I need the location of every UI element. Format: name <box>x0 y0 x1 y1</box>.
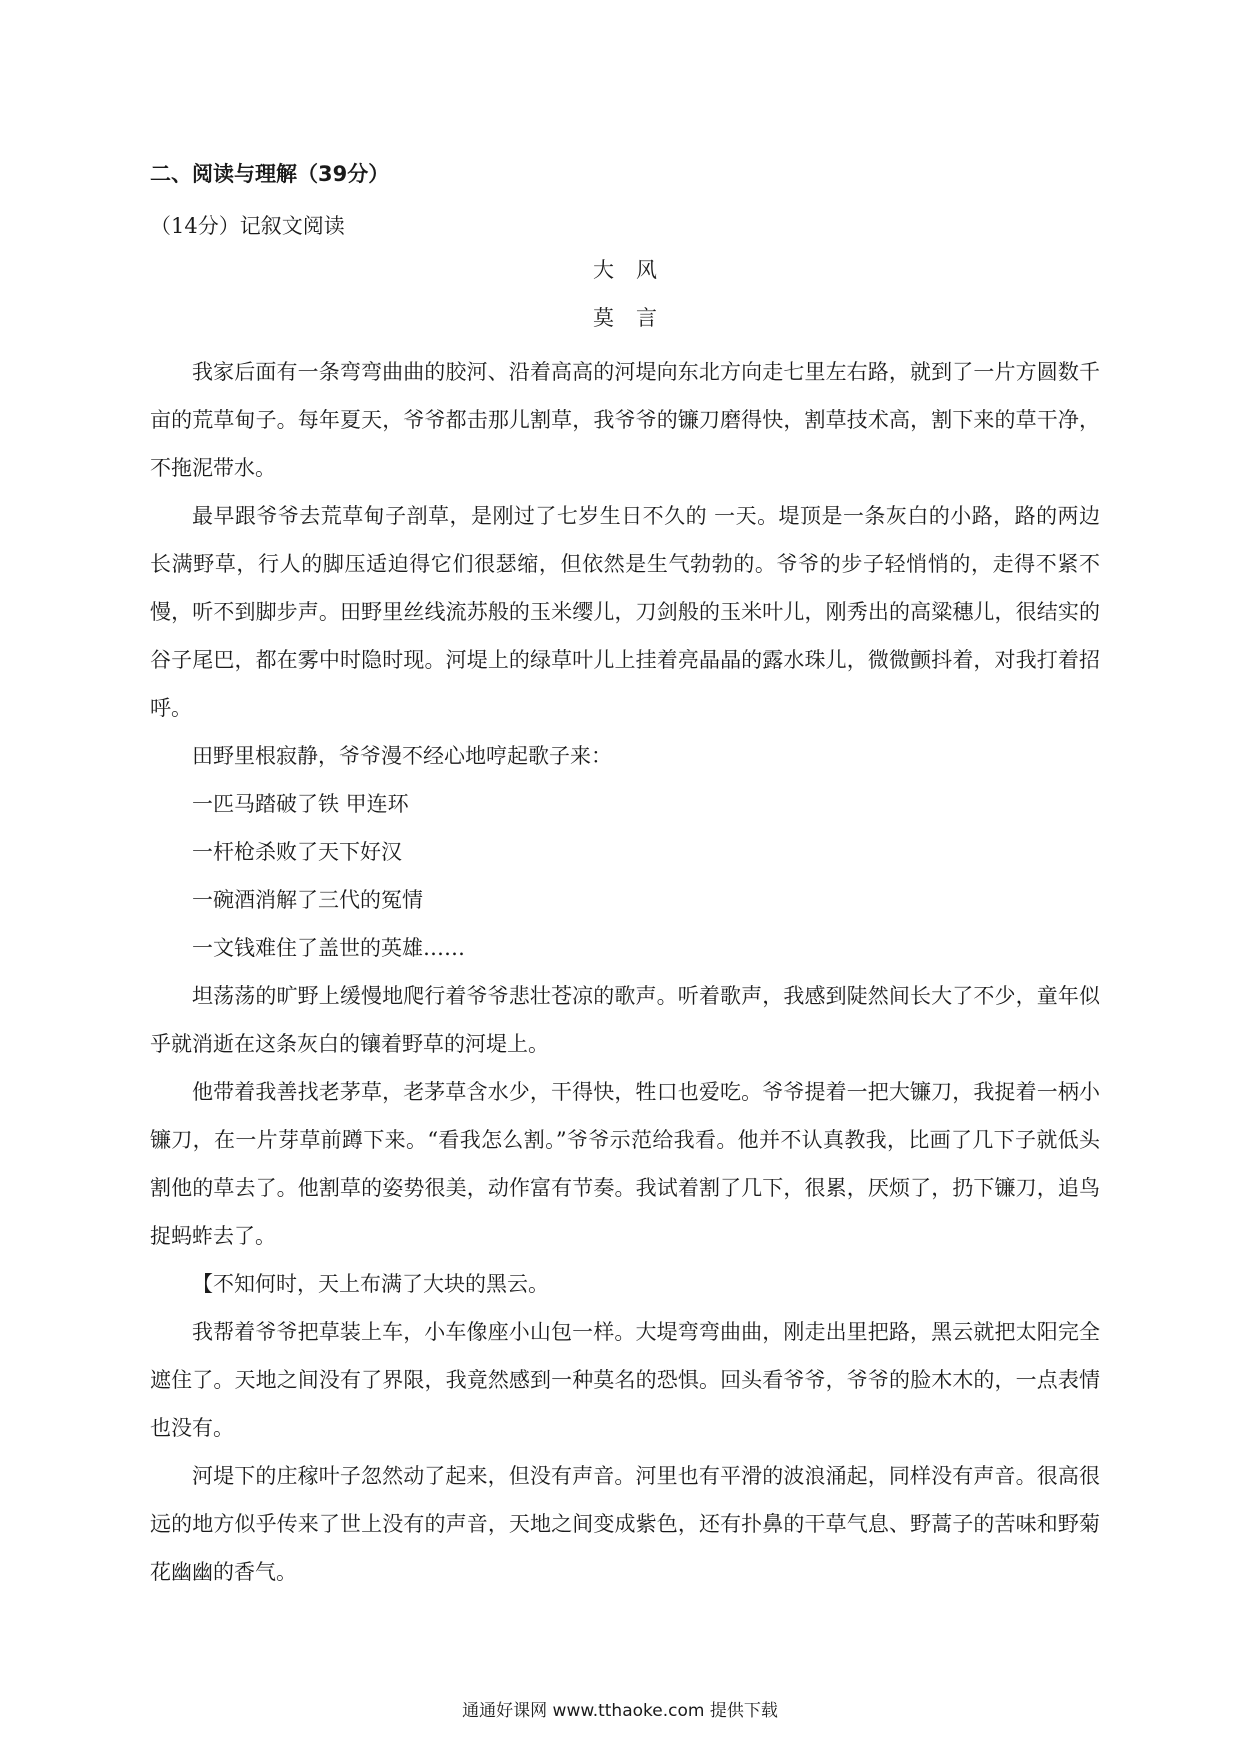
paragraph: 坦荡荡的旷野上缓慢地爬行着爷爷悲壮苍凉的歌声。听着歌声，我感到陡然间长大了不少，童年似乎就消逝在这条灰白的镶着野草的河堤上。 <box>150 984 1100 1056</box>
paragraph: 【不知何时，天上布满了大块的黑云。 <box>192 1272 549 1296</box>
paragraph: 河堤下的庄稼叶子忽然动了起来，但没有声音。河里也有平滑的波浪涌起，同样没有声音。很高很远的地方似乎传来了世上没有的声音，天地之间变成紫色，还有扑鼻的干草气息、野蒿子的苦味和野菊花幽幽的香气。 <box>150 1464 1100 1584</box>
song-verse: 一杆枪杀败了天下好汉 <box>192 840 402 864</box>
song-verse: 一碗酒消解了三代的冤情 <box>192 888 423 912</box>
story-title: 大风 <box>593 258 679 282</box>
page-content <box>150 158 1100 1596</box>
paragraph: 田野里根寂静，爷爷漫不经心地哼起歌子来： <box>192 744 612 768</box>
paragraph: 我家后面有一条弯弯曲曲的胶河、沿着高高的河堤向东北方向走七里左右路，就到了一片方圆数千亩的荒草甸子。每年夏天，爷爷都击那儿割草，我爷爷的镰刀磨得快，割草技术高，割下来的草干净，不拖泥带水。 <box>150 360 1100 480</box>
paragraph: 我帮着爷爷把草装上车，小车像座小山包一样。大堤弯弯曲曲，刚走出里把路，黑云就把太阳完全遮住了。天地之间没有了界限，我竟然感到一种莫名的恐惧。回头看爷爷，爷爷的脸木木的，一点表情也没有。 <box>150 1320 1100 1440</box>
paragraph: 他带着我善找老茅草，老茅草含水少，干得快，牲口也爱吃。爷爷提着一把大镰刀，我捉着一柄小镰刀，在一片芽草前蹲下来。“看我怎么割。”爷爷示范给我看。他并不认真教我，比画了几下子就低头割他的草去了。他割草的姿势很美，动作富有节奏。我试着割了几下，很累，厌烦了，扔下镰刀，追鸟捉蚂蚱去了。 <box>150 1080 1100 1248</box>
song-verse: 一匹马踏破了铁 甲连环 <box>192 792 409 816</box>
paragraph: 最早跟爷爷去荒草甸子剖草，是刚过了七岁生日不久的 一天。堤顶是一条灰白的小路，路的两边长满野草，行人的脚压适迫得它们很瑟缩，但依然是生气勃勃的。爷爷的步子轻悄悄的，走得不紧不慢，听不到脚步声。田野里丝线流苏般的玉米缨儿，刀剑般的玉米叶儿，刚秀出的高粱穗儿，很结实的谷子尾巴，都在雾中时隐时现。河堤上的绿草叶儿上挂着亮晶晶的露水珠儿，微微颤抖着，对我打着招呼。 <box>150 504 1100 720</box>
page-footer: 通通好课网 www.tthaoke.com 提供下载 <box>462 1701 778 1721</box>
song-verse: 一文钱难住了盖世的英雄…… <box>192 936 465 960</box>
section-heading: 二、阅读与理解（39分） <box>150 162 390 186</box>
sub-heading: （14分）记叙文阅读 <box>150 214 345 238</box>
story-author: 莫言 <box>593 306 679 330</box>
